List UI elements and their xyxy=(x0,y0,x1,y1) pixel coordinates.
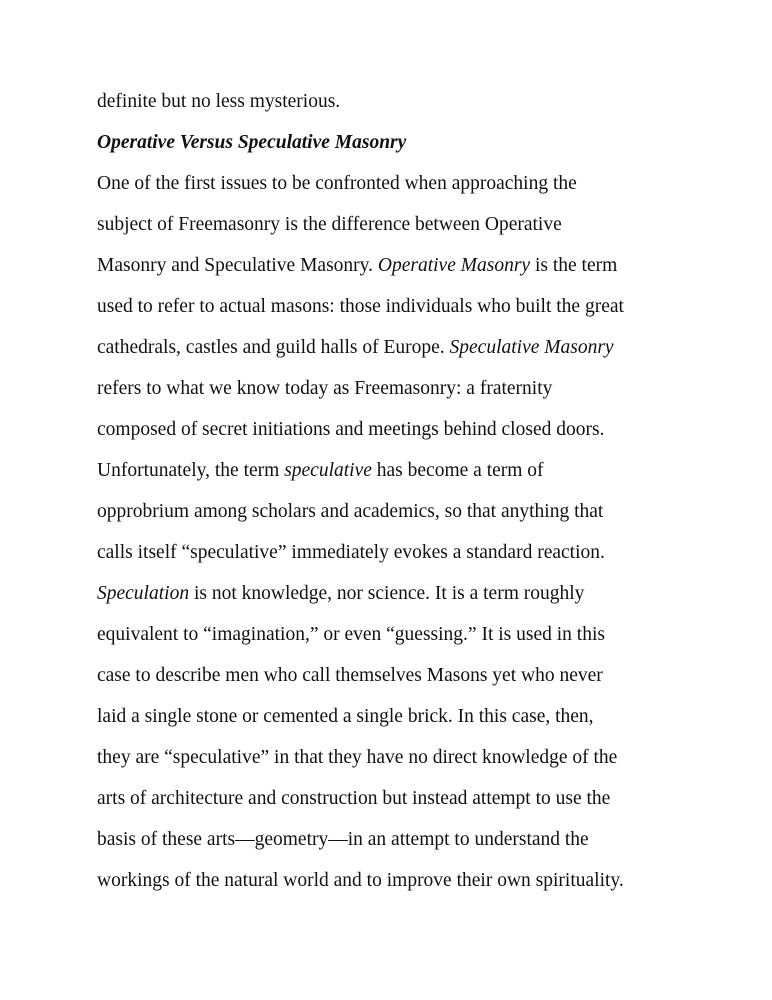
text-line: basis of these arts—geometry—in an attempt to understand the xyxy=(97,829,589,850)
text-line: they are “speculative” in that they have no direct knowledge of the xyxy=(97,747,618,768)
text-line: Speculation is not knowledge, nor science. It is a term roughly xyxy=(97,583,585,604)
text-line: laid a single stone or cemented a single brick. In this case, then, xyxy=(97,706,594,727)
text-line: arts of architecture and construction but instead attempt to use the xyxy=(97,788,611,809)
text-line: workings of the natural world and to improve their own spirituality. xyxy=(97,870,624,891)
italic-term: Speculative Masonry xyxy=(449,337,614,358)
text-line: refers to what we know today as Freemasonry: a fraternity xyxy=(97,378,553,399)
text-line: composed of secret initiations and meetings behind closed doors. xyxy=(97,419,605,440)
text-line: subject of Freemasonry is the difference between Operative xyxy=(97,214,562,235)
section-heading: Operative Versus Speculative Masonry xyxy=(97,132,407,153)
italic-term: Speculation xyxy=(97,583,190,604)
italic-term: Operative Masonry xyxy=(377,255,531,276)
text-line: equivalent to “imagination,” or even “guessing.” It is used in this xyxy=(97,624,605,645)
text-line: opprobrium among scholars and academics, so that anything that xyxy=(97,501,604,522)
text-line: One of the first issues to be confronted when approaching the xyxy=(97,173,577,194)
text-line: used to refer to actual masons: those individuals who built the great xyxy=(97,296,624,317)
text-line: Masonry and Speculative Masonry. Operative Masonry is the term xyxy=(97,255,618,276)
italic-term: speculative xyxy=(284,460,372,481)
text-line: calls itself “speculative” immediately evokes a standard reaction. xyxy=(97,542,605,563)
text-line: definite but no less mysterious. xyxy=(97,91,341,112)
text-line: Unfortunately, the term speculative has become a term of xyxy=(97,460,544,481)
text-line: case to describe men who call themselves Masons yet who never xyxy=(97,665,603,686)
text-line: cathedrals, castles and guild halls of Europe. Speculative Masonry xyxy=(97,337,614,358)
